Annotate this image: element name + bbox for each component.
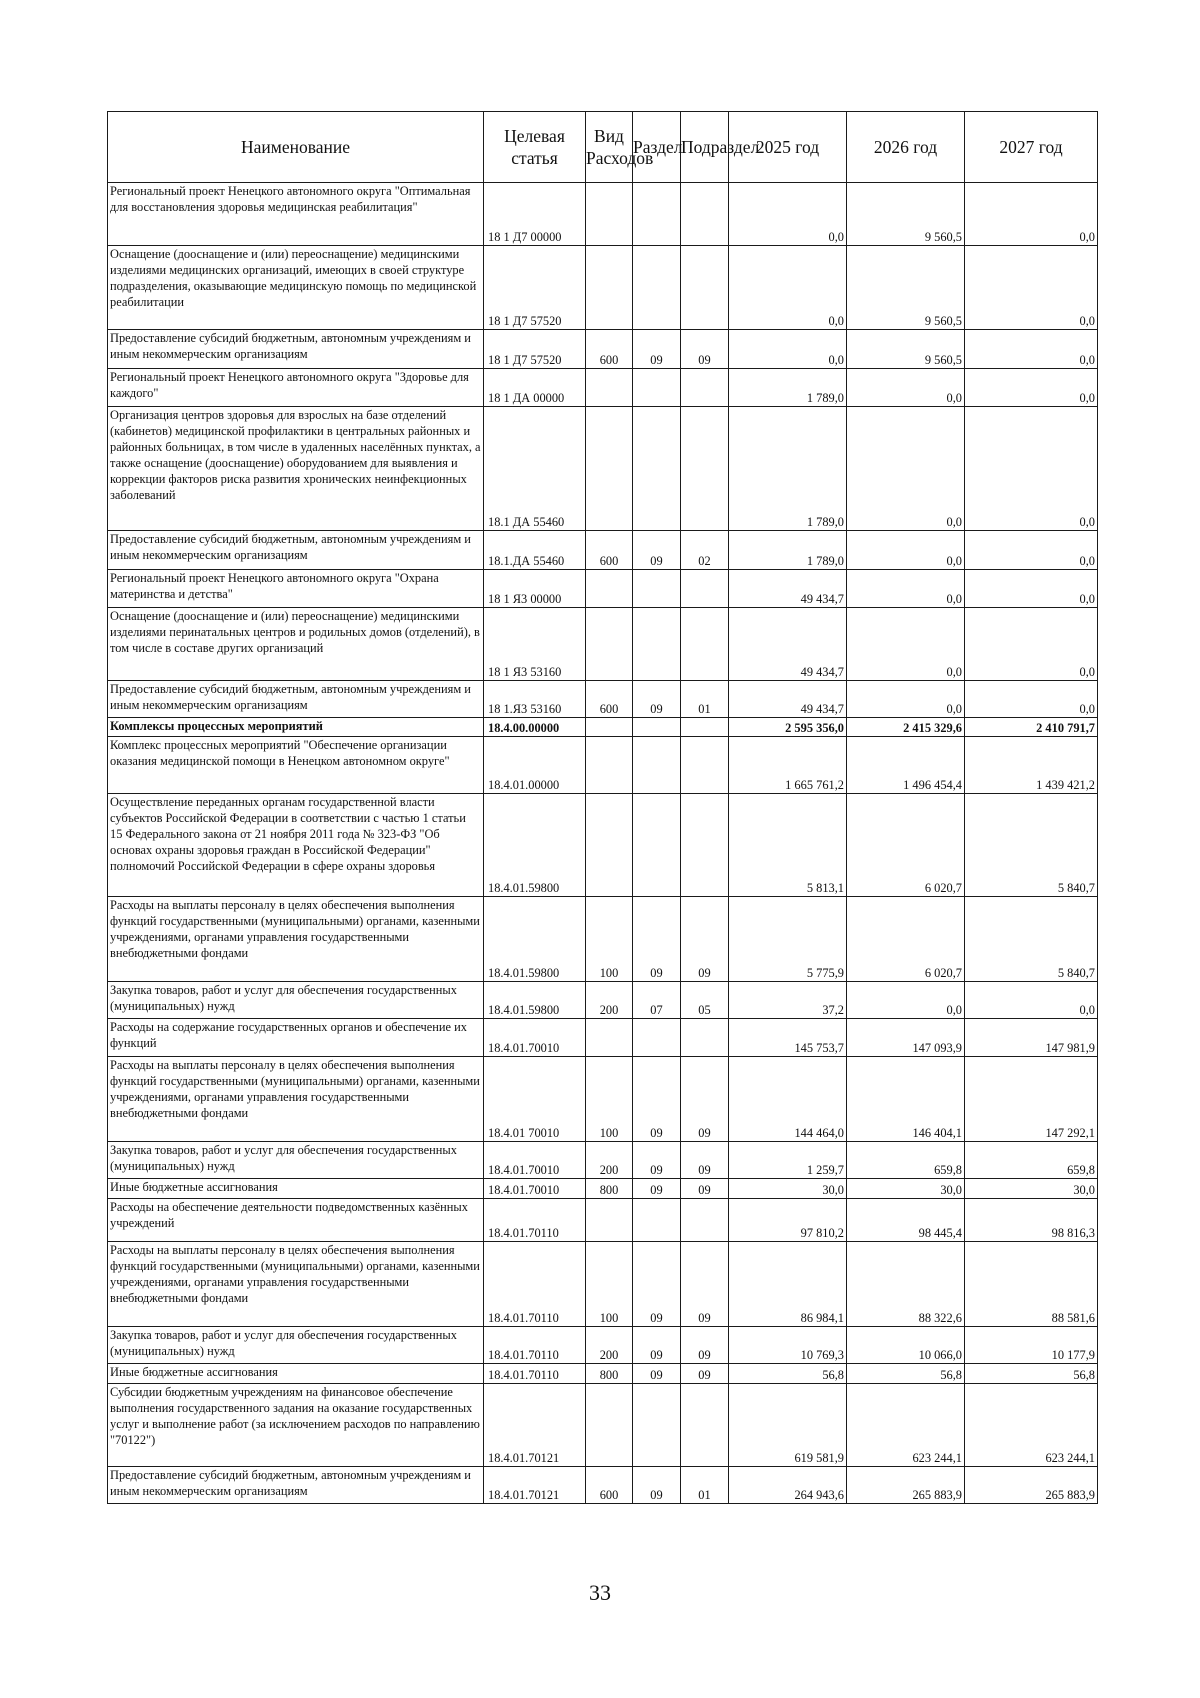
row-name: Предоставление субсидий бюджетным, автономным учреждениям и иным некоммерческим организациям [108,681,484,718]
row-vid [586,183,633,246]
row-vid: 600 [586,330,633,369]
row-razdel: 09 [633,1057,681,1142]
row-2026: 0,0 [847,982,965,1019]
row-2026: 56,8 [847,1364,965,1384]
row-razdel [633,718,681,737]
table-row [108,1364,1098,1384]
row-podrazdel [681,246,729,330]
page-number: 33 [589,1580,611,1605]
table-row [108,183,1098,246]
row-name: Предоставление субсидий бюджетным, автономным учреждениям и иным некоммерческим организациям [108,330,484,369]
row-target-code: 18.4.01.70121 [484,1384,586,1467]
row-podrazdel: 09 [681,1327,729,1364]
row-razdel: 09 [633,681,681,718]
table-row [108,897,1098,982]
row-vid: 600 [586,531,633,570]
row-2026: 0,0 [847,369,965,407]
row-vid: 100 [586,897,633,982]
row-vid [586,718,633,737]
table-header [108,112,1098,183]
row-2025: 144 464,0 [729,1057,847,1142]
row-2026: 6 020,7 [847,897,965,982]
row-razdel: 09 [633,1364,681,1384]
row-target-code: 18 1 Д7 57520 [484,246,586,330]
row-2025: 49 434,7 [729,608,847,681]
header-vid: Вид Расходов [586,112,633,183]
table-row [108,1057,1098,1142]
row-2027: 0,0 [965,982,1098,1019]
row-target-code: 18.4.01.70110 [484,1327,586,1364]
row-name: Региональный проект Ненецкого автономного округа "Здоровье для каждого" [108,369,484,407]
row-2025: 30,0 [729,1179,847,1199]
row-vid [586,1199,633,1242]
row-vid [586,608,633,681]
row-podrazdel: 05 [681,982,729,1019]
row-2025: 49 434,7 [729,681,847,718]
table-row [108,570,1098,608]
row-name: Комплекс процессных мероприятий "Обеспечение организации оказания медицинской помощи в Ненецком автономном округе" [108,737,484,794]
row-2026: 1 496 454,4 [847,737,965,794]
table-body [108,183,1098,1504]
row-vid: 100 [586,1057,633,1142]
row-razdel: 09 [633,1142,681,1179]
table-row [108,1199,1098,1242]
row-name: Закупка товаров, работ и услуг для обеспечения государственных (муниципальных) нужд [108,1327,484,1364]
table-row [108,608,1098,681]
row-name: Иные бюджетные ассигнования [108,1364,484,1384]
row-2027: 659,8 [965,1142,1098,1179]
row-2027: 0,0 [965,608,1098,681]
row-2027: 265 883,9 [965,1467,1098,1504]
row-vid: 600 [586,681,633,718]
row-target-code: 18.4.01.70010 [484,1142,586,1179]
row-podrazdel [681,1019,729,1057]
row-target-code: 18.4.01.70110 [484,1364,586,1384]
row-vid [586,737,633,794]
row-2025: 5 813,1 [729,794,847,897]
row-2025: 5 775,9 [729,897,847,982]
header-podrazdel: Подраздел [681,112,729,183]
row-target-code: 18.4.01 70010 [484,1057,586,1142]
row-target-code: 18 1 Д7 57520 [484,330,586,369]
row-vid [586,570,633,608]
row-2025: 264 943,6 [729,1467,847,1504]
row-name: Иные бюджетные ассигнования [108,1179,484,1199]
table-row [108,1019,1098,1057]
table-row [108,1384,1098,1467]
row-target-code: 18.4.01.59800 [484,982,586,1019]
row-vid [586,1384,633,1467]
header-name: Наименование [108,112,484,183]
row-podrazdel [681,570,729,608]
row-2026: 98 445,4 [847,1199,965,1242]
table-row [108,1179,1098,1199]
row-2026: 2 415 329,6 [847,718,965,737]
row-name: Оснащение (дооснащение и (или) переоснащение) медицинскими изделиями медицинских организаций, имеющих в своей структуре подразделения, оказывающие медицинскую помощь по медицинской реабилитации [108,246,484,330]
row-2025: 619 581,9 [729,1384,847,1467]
row-2025: 97 810,2 [729,1199,847,1242]
row-podrazdel: 02 [681,531,729,570]
row-2025: 10 769,3 [729,1327,847,1364]
row-2027: 2 410 791,7 [965,718,1098,737]
row-2025: 2 595 356,0 [729,718,847,737]
row-target-code: 18.4.01.70121 [484,1467,586,1504]
row-2027: 98 816,3 [965,1199,1098,1242]
row-podrazdel: 09 [681,1179,729,1199]
row-podrazdel: 01 [681,1467,729,1504]
row-2026: 9 560,5 [847,246,965,330]
row-2026: 0,0 [847,681,965,718]
row-2027: 0,0 [965,407,1098,531]
header-2026: 2026 год [847,112,965,183]
row-podrazdel [681,183,729,246]
row-name: Оснащение (дооснащение и (или) переоснащение) медицинскими изделиями перинатальных центров и родильных домов (отделений), в том числе в составе других организаций [108,608,484,681]
row-name: Расходы на содержание государственных органов и обеспечение их функций [108,1019,484,1057]
row-podrazdel [681,369,729,407]
row-razdel [633,608,681,681]
row-podrazdel: 09 [681,1242,729,1327]
row-vid: 200 [586,1142,633,1179]
row-2027: 147 981,9 [965,1019,1098,1057]
row-razdel [633,246,681,330]
row-target-code: 18.4.01.70010 [484,1179,586,1199]
row-vid: 600 [586,1467,633,1504]
table-row [108,718,1098,737]
row-name: Предоставление субсидий бюджетным, автономным учреждениям и иным некоммерческим организациям [108,1467,484,1504]
row-vid [586,794,633,897]
row-razdel: 09 [633,1327,681,1364]
row-podrazdel: 09 [681,897,729,982]
row-2025: 1 789,0 [729,531,847,570]
row-target-code: 18.1 ДА 55460 [484,407,586,531]
row-target-code: 18 1 Д7 00000 [484,183,586,246]
row-razdel: 07 [633,982,681,1019]
row-target-code: 18.4.01.70110 [484,1242,586,1327]
row-2026: 88 322,6 [847,1242,965,1327]
row-2025: 145 753,7 [729,1019,847,1057]
row-2025: 37,2 [729,982,847,1019]
row-target-code: 18.4.01.70110 [484,1199,586,1242]
row-2025: 1 259,7 [729,1142,847,1179]
row-name: Закупка товаров, работ и услуг для обеспечения государственных (муниципальных) нужд [108,1142,484,1179]
row-2025: 86 984,1 [729,1242,847,1327]
row-2027: 147 292,1 [965,1057,1098,1142]
row-podrazdel: 09 [681,1057,729,1142]
row-target-code: 18.4.01.00000 [484,737,586,794]
row-name: Комплексы процессных мероприятий [108,718,484,737]
table-row [108,1242,1098,1327]
row-2027: 0,0 [965,330,1098,369]
row-podrazdel [681,1384,729,1467]
row-2026: 9 560,5 [847,183,965,246]
row-name: Расходы на выплаты персоналу в целях обеспечения выполнения функций государственными (муниципальными) органами, казенными учреждениями, органами управления государственными внебюджетными фондами [108,897,484,982]
row-2026: 623 244,1 [847,1384,965,1467]
budget-table [107,111,1098,1504]
row-2026: 0,0 [847,531,965,570]
row-podrazdel [681,608,729,681]
row-target-code: 18.4.01.70010 [484,1019,586,1057]
row-razdel [633,183,681,246]
table-row [108,531,1098,570]
row-podrazdel [681,794,729,897]
row-2027: 10 177,9 [965,1327,1098,1364]
row-2026: 0,0 [847,407,965,531]
row-razdel [633,737,681,794]
row-target-code: 18.4.01.59800 [484,794,586,897]
table-row [108,369,1098,407]
row-vid: 800 [586,1179,633,1199]
row-name: Предоставление субсидий бюджетным, автономным учреждениям и иным некоммерческим организациям [108,531,484,570]
row-2027: 0,0 [965,369,1098,407]
row-razdel: 09 [633,897,681,982]
row-2025: 56,8 [729,1364,847,1384]
row-name: Организация центров здоровья для взрослых на базе отделений (кабинетов) медицинской профилактики в центральных районных и районных больницах, в том числе в удаленных населённых пунктах, а также оснащение (дооснащение) оборудованием для выявления и коррекции факторов риска развития хронических неинфекционных заболеваний [108,407,484,531]
row-2025: 0,0 [729,246,847,330]
row-2025: 0,0 [729,183,847,246]
row-name: Расходы на выплаты персоналу в целях обеспечения выполнения функций государственными (муниципальными) органами, казенными учреждениями, органами управления государственными внебюджетными фондами [108,1057,484,1142]
row-2025: 1 789,0 [729,369,847,407]
row-vid [586,1019,633,1057]
row-target-code: 18.4.01.59800 [484,897,586,982]
table-row [108,1327,1098,1364]
table-row [108,330,1098,369]
row-vid: 100 [586,1242,633,1327]
row-2027: 1 439 421,2 [965,737,1098,794]
row-vid: 200 [586,1327,633,1364]
row-podrazdel [681,407,729,531]
row-name: Региональный проект Ненецкого автономного округа "Оптимальная для восстановления здоровья медицинская реабилитация" [108,183,484,246]
row-vid: 200 [586,982,633,1019]
row-razdel [633,794,681,897]
row-2025: 1 789,0 [729,407,847,531]
row-target-code: 18.1.ДА 55460 [484,531,586,570]
row-podrazdel: 09 [681,1364,729,1384]
row-podrazdel: 01 [681,681,729,718]
row-2027: 30,0 [965,1179,1098,1199]
row-2026: 30,0 [847,1179,965,1199]
row-2026: 0,0 [847,570,965,608]
row-2025: 1 665 761,2 [729,737,847,794]
row-name: Расходы на обеспечение деятельности подведомственных казённых учреждений [108,1199,484,1242]
row-2026: 265 883,9 [847,1467,965,1504]
row-name: Расходы на выплаты персоналу в целях обеспечения выполнения функций государственными (муниципальными) органами, казенными учреждениями, органами управления государственными внебюджетными фондами [108,1242,484,1327]
row-razdel: 09 [633,1467,681,1504]
row-razdel [633,1199,681,1242]
row-2027: 0,0 [965,183,1098,246]
header-2025: 2025 год [729,112,847,183]
row-razdel: 09 [633,1242,681,1327]
row-2026: 10 066,0 [847,1327,965,1364]
row-target-code: 18 1 Я3 53160 [484,608,586,681]
row-2027: 0,0 [965,531,1098,570]
row-2027: 623 244,1 [965,1384,1098,1467]
row-vid [586,246,633,330]
row-target-code: 18 1.Я3 53160 [484,681,586,718]
row-target-code: 18.4.00.00000 [484,718,586,737]
row-vid [586,407,633,531]
table-row [108,246,1098,330]
row-podrazdel: 09 [681,1142,729,1179]
row-2026: 146 404,1 [847,1057,965,1142]
row-2027: 88 581,6 [965,1242,1098,1327]
row-razdel [633,1019,681,1057]
row-2027: 0,0 [965,681,1098,718]
row-podrazdel: 09 [681,330,729,369]
row-name: Осуществление переданных органам государственной власти субъектов Российской Федерации в соответствии с частью 1 статьи 15 Федерального закона от 21 ноября 2011 года № 323-ФЗ "Об основах охраны здоровья граждан в Российской Федерации" полномочий Российской Федерации в сфере охраны здоровья [108,794,484,897]
row-vid: 800 [586,1364,633,1384]
row-2027: 5 840,7 [965,794,1098,897]
row-razdel [633,369,681,407]
row-2026: 659,8 [847,1142,965,1179]
row-2027: 0,0 [965,246,1098,330]
header-razdel: Раздел [633,112,681,183]
table-row [108,407,1098,531]
row-2027: 56,8 [965,1364,1098,1384]
table-row [108,737,1098,794]
row-2026: 147 093,9 [847,1019,965,1057]
row-podrazdel [681,1199,729,1242]
row-2026: 6 020,7 [847,794,965,897]
row-2027: 0,0 [965,570,1098,608]
table-row [108,794,1098,897]
row-name: Субсидии бюджетным учреждениям на финансовое обеспечение выполнения государственного задания на оказание государственных услуг и выполнение работ (за исключением расходов по направлению "70122") [108,1384,484,1467]
table-row [108,982,1098,1019]
row-podrazdel [681,737,729,794]
row-target-code: 18 1 Я3 00000 [484,570,586,608]
table-row [108,1467,1098,1504]
table-row [108,681,1098,718]
row-razdel [633,407,681,531]
row-2025: 0,0 [729,330,847,369]
row-target-code: 18 1 ДА 00000 [484,369,586,407]
row-2025: 49 434,7 [729,570,847,608]
row-name: Закупка товаров, работ и услуг для обеспечения государственных (муниципальных) нужд [108,982,484,1019]
table-row [108,1142,1098,1179]
row-2026: 9 560,5 [847,330,965,369]
row-2027: 5 840,7 [965,897,1098,982]
row-razdel: 09 [633,531,681,570]
row-razdel [633,1384,681,1467]
row-name: Региональный проект Ненецкого автономного округа "Охрана материнства и детства" [108,570,484,608]
row-razdel [633,570,681,608]
header-target: Целевая статья [484,112,586,183]
row-podrazdel [681,718,729,737]
row-2026: 0,0 [847,608,965,681]
row-vid [586,369,633,407]
header-2027: 2027 год [965,112,1098,183]
row-razdel: 09 [633,1179,681,1199]
row-razdel: 09 [633,330,681,369]
